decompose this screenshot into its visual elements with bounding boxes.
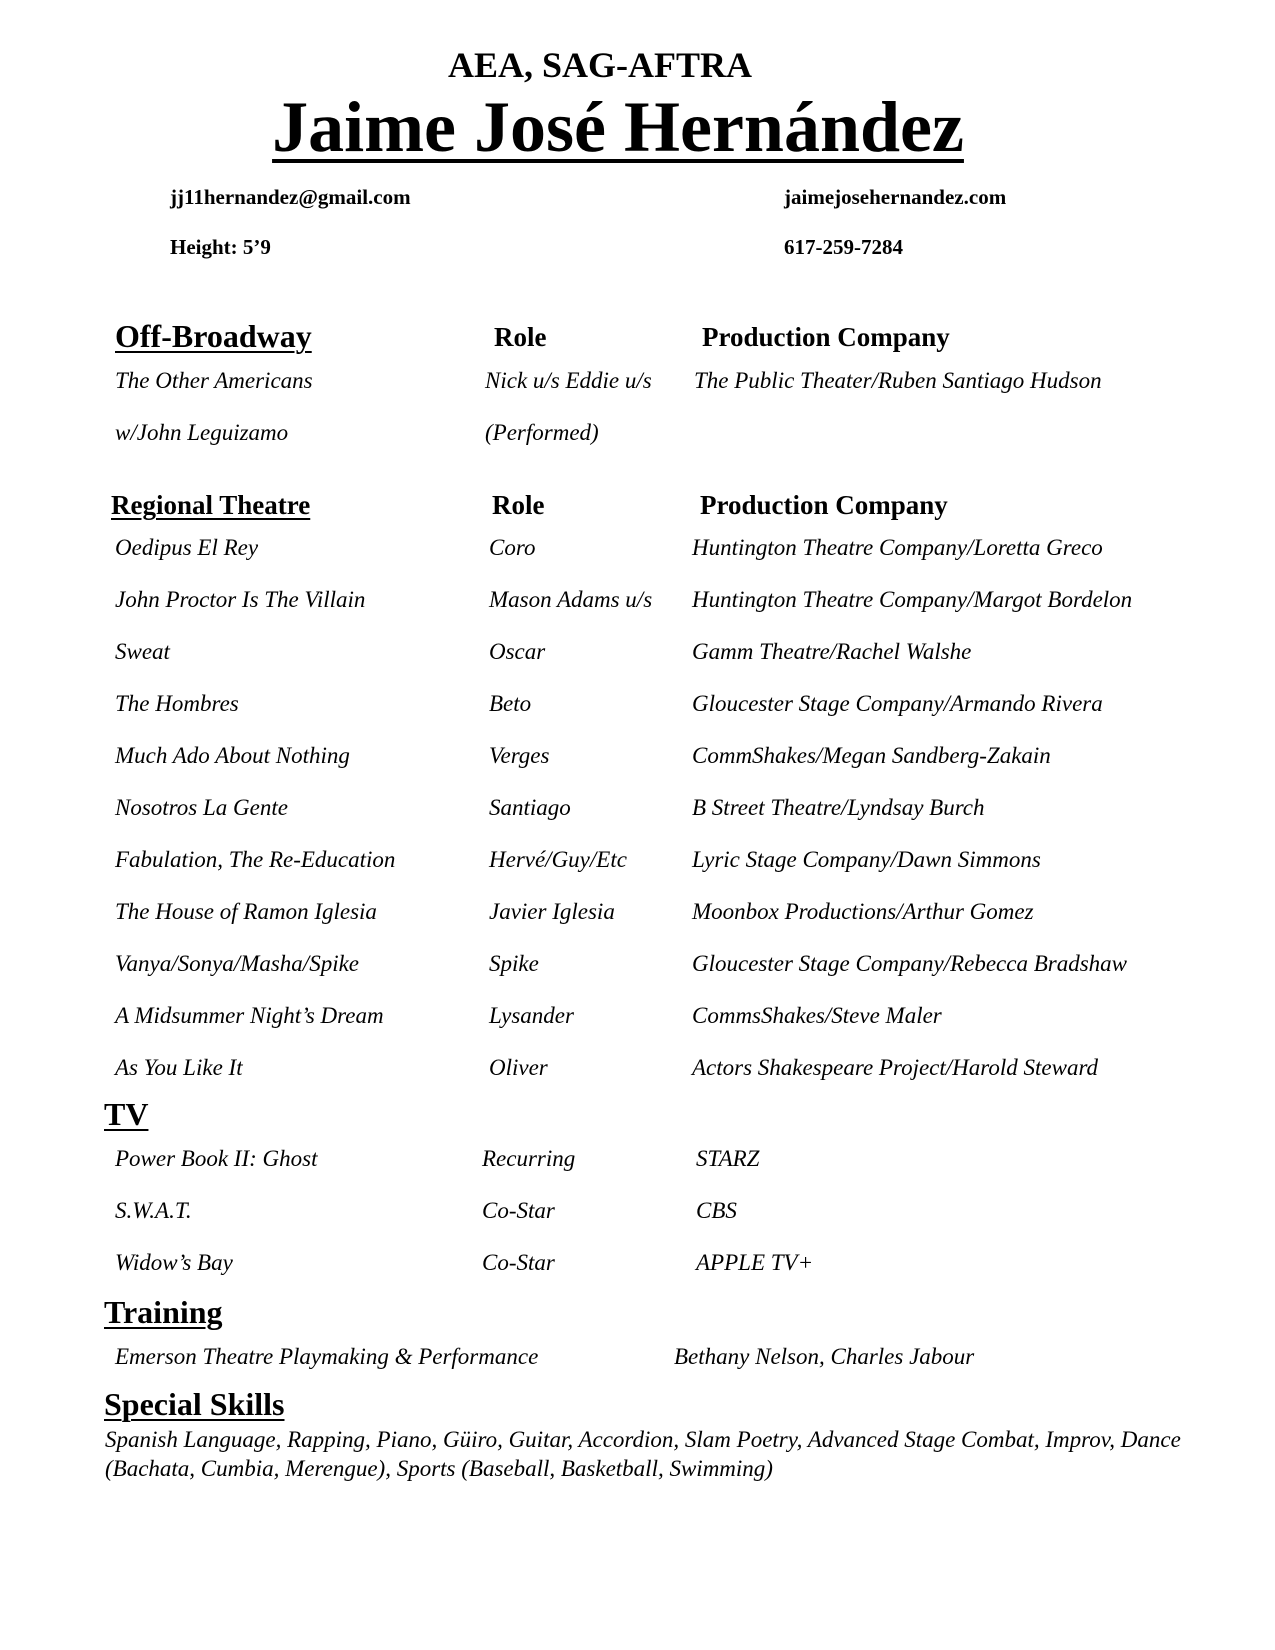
tv-title: S.W.A.T. — [115, 1198, 192, 1223]
tv-network: APPLE TV+ — [696, 1250, 814, 1275]
regional-company: Gamm Theatre/Rachel Walshe — [692, 639, 972, 664]
regional-company-heading: Production Company — [700, 490, 948, 520]
off-broadway-title: The Other Americans — [115, 368, 313, 393]
regional-title: The House of Ramon Iglesia — [115, 899, 377, 924]
tv-role: Co-Star — [482, 1198, 555, 1223]
training-heading: Training — [104, 1294, 223, 1330]
regional-title: Nosotros La Gente — [115, 795, 288, 820]
off-broadway-title: w/John Leguizamo — [115, 420, 289, 445]
regional-theatre-heading: Regional Theatre — [111, 490, 311, 520]
regional-title: Sweat — [115, 639, 170, 664]
regional-company: B Street Theatre/Lyndsay Burch — [692, 795, 985, 820]
regional-role-heading: Role — [492, 490, 545, 520]
regional-role: Hervé/Guy/Etc — [489, 847, 627, 872]
regional-title: Oedipus El Rey — [115, 535, 259, 560]
regional-role: Spike — [489, 951, 539, 976]
regional-role: Mason Adams u/s — [489, 587, 653, 612]
regional-role: Coro — [489, 535, 536, 560]
special-skills-text: Spanish Language, Rapping, Piano, Güiro, Guitar, Accordion, Slam Poetry, Advanced Stage Combat, Improv, Dance (Bachata, Cumbia, Merengue), Sports (Baseball, Basketball, Swimming) — [105, 1427, 1181, 1481]
tv-role: Co-Star — [482, 1250, 555, 1275]
regional-company: Gloucester Stage Company/Armando Rivera — [692, 691, 1103, 716]
regional-company: Actors Shakespeare Project/Harold Steward — [692, 1055, 1099, 1080]
training-teachers: Bethany Nelson, Charles Jabour — [674, 1344, 975, 1369]
tv-heading: TV — [104, 1096, 149, 1132]
regional-role: Javier Iglesia — [489, 899, 615, 924]
regional-title: As You Like It — [115, 1055, 243, 1080]
regional-title: Fabulation, The Re-Education — [115, 847, 396, 872]
tv-network: CBS — [696, 1198, 737, 1223]
tv-network: STARZ — [696, 1146, 760, 1171]
actor-name: Jaime José Hernández — [272, 87, 964, 167]
regional-role: Lysander — [489, 1003, 574, 1028]
union-affiliations: AEA, SAG-AFTRA — [447, 45, 752, 85]
regional-company: Lyric Stage Company/Dawn Simmons — [692, 847, 1041, 872]
regional-title: The Hombres — [115, 691, 239, 716]
regional-title: Much Ado About Nothing — [115, 743, 350, 768]
regional-company: CommShakes/Megan Sandberg-Zakain — [692, 743, 1051, 768]
off-broadway-company-heading: Production Company — [702, 322, 950, 352]
off-broadway-role: Nick u/s Eddie u/s — [485, 368, 652, 393]
regional-role: Beto — [489, 691, 532, 716]
regional-title: John Proctor Is The Villain — [115, 587, 366, 612]
training-program: Emerson Theatre Playmaking & Performance — [115, 1344, 539, 1369]
tv-title: Power Book II: Ghost — [115, 1146, 318, 1171]
off-broadway-company: The Public Theater/Ruben Santiago Hudson — [694, 368, 1102, 393]
off-broadway-heading: Off-Broadway — [115, 318, 312, 354]
regional-company: Huntington Theatre Company/Margot Bordelon — [692, 587, 1133, 612]
tv-title: Widow’s Bay — [115, 1250, 233, 1275]
regional-role: Verges — [489, 743, 550, 768]
off-broadway-role: (Performed) — [485, 420, 599, 445]
email: jj11hernandez@gmail.com — [170, 185, 411, 209]
regional-company: CommsShakes/Steve Maler — [692, 1003, 942, 1028]
special-skills-heading: Special Skills — [104, 1386, 285, 1422]
website: jaimejosehernandez.com — [784, 185, 1007, 209]
regional-company: Gloucester Stage Company/Rebecca Bradshaw — [692, 951, 1127, 976]
regional-company: Huntington Theatre Company/Loretta Greco — [692, 535, 1103, 560]
regional-role: Oliver — [489, 1055, 548, 1080]
regional-title: A Midsummer Night’s Dream — [115, 1003, 384, 1028]
regional-company: Moonbox Productions/Arthur Gomez — [692, 899, 1034, 924]
phone: 617-259-7284 — [784, 235, 903, 259]
regional-title: Vanya/Sonya/Masha/Spike — [115, 951, 360, 976]
tv-role: Recurring — [482, 1146, 576, 1171]
regional-role: Oscar — [489, 639, 546, 664]
height: Height: 5’9 — [170, 235, 271, 259]
off-broadway-role-heading: Role — [494, 322, 547, 352]
regional-role: Santiago — [489, 795, 571, 820]
